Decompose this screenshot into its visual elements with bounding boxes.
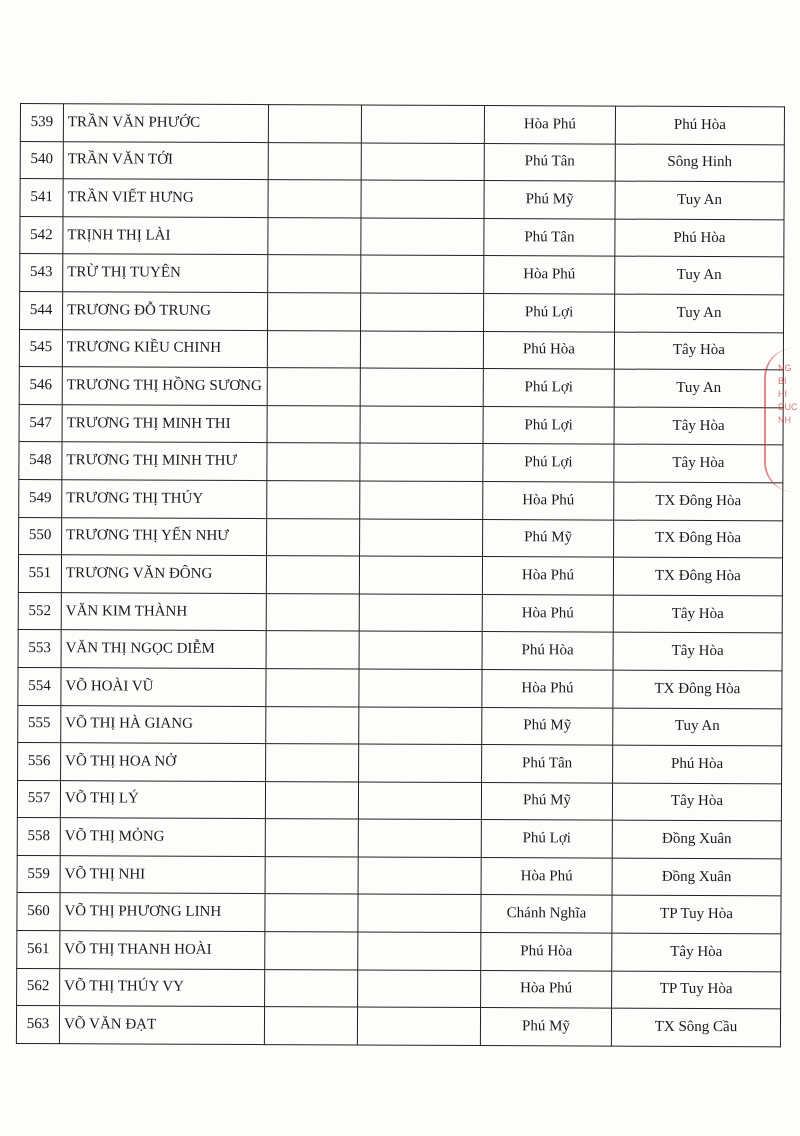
blank-cell bbox=[266, 668, 359, 706]
area-cell: Tuy An bbox=[615, 256, 784, 294]
row-number-cell: 542 bbox=[20, 216, 63, 254]
blank-cell bbox=[266, 744, 359, 782]
blank-cell bbox=[360, 368, 483, 406]
blank-cell bbox=[268, 105, 361, 143]
area-cell: TX Đông Hòa bbox=[614, 520, 783, 558]
blank-cell bbox=[267, 405, 360, 443]
unit-cell: Chánh Nghĩa bbox=[481, 895, 612, 933]
table-row bbox=[17, 855, 781, 896]
unit-cell: Phú Mỹ bbox=[482, 707, 613, 745]
unit-cell: Phú Tân bbox=[484, 143, 615, 181]
blank-cell bbox=[266, 631, 359, 669]
table-row bbox=[19, 517, 783, 558]
blank-cell bbox=[358, 782, 481, 820]
area-cell: TX Đông Hòa bbox=[613, 557, 782, 595]
full-name-cell: TRỪ THỊ TUYÊN bbox=[63, 254, 268, 292]
full-name-cell: VÕ THỊ NHI bbox=[60, 856, 265, 894]
row-number-cell: 546 bbox=[19, 367, 62, 405]
table-row bbox=[18, 743, 782, 784]
blank-cell bbox=[268, 255, 361, 293]
blank-cell bbox=[361, 105, 484, 143]
table-row bbox=[19, 442, 783, 483]
blank-cell bbox=[361, 218, 484, 256]
blank-cell bbox=[268, 180, 361, 218]
unit-cell: Phú Tân bbox=[482, 745, 613, 783]
area-cell: Tây Hòa bbox=[614, 332, 783, 370]
unit-cell: Phú Mỹ bbox=[484, 181, 615, 219]
blank-cell bbox=[267, 518, 360, 556]
row-number-cell: 562 bbox=[17, 968, 60, 1006]
blank-cell bbox=[265, 819, 358, 857]
unit-cell: Phú Lợi bbox=[481, 820, 612, 858]
full-name-cell: VÕ THỊ PHƯƠNG LINH bbox=[60, 893, 265, 931]
area-cell: Đồng Xuân bbox=[612, 858, 781, 896]
area-cell: Tuy An bbox=[614, 369, 783, 407]
area-cell: Tây Hòa bbox=[614, 407, 783, 445]
blank-cell bbox=[268, 293, 361, 331]
row-number-cell: 544 bbox=[20, 291, 63, 329]
unit-cell: Hòa Phú bbox=[484, 106, 615, 144]
table-row bbox=[18, 667, 782, 708]
area-cell: Phú Hòa bbox=[613, 745, 782, 783]
blank-cell bbox=[265, 781, 358, 819]
full-name-cell: TRƯƠNG THỊ MINH THƯ bbox=[62, 442, 267, 480]
unit-cell: Hòa Phú bbox=[484, 256, 615, 294]
area-cell: TX Đông Hòa bbox=[613, 670, 782, 708]
blank-cell bbox=[359, 744, 482, 782]
blank-cell bbox=[358, 857, 481, 895]
area-cell: Tuy An bbox=[615, 181, 784, 219]
blank-cell bbox=[360, 443, 483, 481]
roster-table bbox=[16, 103, 785, 1047]
full-name-cell: VÕ THỊ LÝ bbox=[60, 780, 265, 818]
blank-cell bbox=[360, 519, 483, 557]
table-row bbox=[20, 141, 784, 182]
blank-cell bbox=[267, 330, 360, 368]
blank-cell bbox=[361, 293, 484, 331]
blank-cell bbox=[360, 481, 483, 519]
full-name-cell: TRẦN VIẾT HƯNG bbox=[63, 179, 268, 217]
full-name-cell: VÕ THỊ HOA NỞ bbox=[61, 743, 266, 781]
row-number-cell: 558 bbox=[17, 818, 60, 856]
area-cell: TP Tuy Hòa bbox=[612, 971, 781, 1009]
full-name-cell: TRẦN VĂN PHƯỚC bbox=[63, 104, 268, 142]
row-number-cell: 555 bbox=[18, 705, 61, 743]
full-name-cell: TRỊNH THỊ LÀI bbox=[63, 216, 268, 254]
full-name-cell: TRƯƠNG THỊ THÚY bbox=[62, 480, 267, 518]
full-name-cell: VÕ THỊ THÚY VY bbox=[60, 968, 265, 1006]
unit-cell: Phú Hòa bbox=[482, 632, 613, 670]
blank-cell bbox=[359, 631, 482, 669]
unit-cell: Hòa Phú bbox=[482, 594, 613, 632]
row-number-cell: 554 bbox=[18, 667, 61, 705]
unit-cell: Phú Lợi bbox=[483, 444, 614, 482]
blank-cell bbox=[361, 143, 484, 181]
blank-cell bbox=[358, 894, 481, 932]
full-name-cell: VÕ THỊ HÀ GIANG bbox=[61, 705, 266, 743]
unit-cell: Hòa Phú bbox=[481, 857, 612, 895]
full-name-cell: TRƯƠNG KIỀU CHINH bbox=[62, 329, 267, 367]
area-cell: Phú Hòa bbox=[615, 219, 784, 257]
full-name-cell: VĂN THỊ NGỌC DIỄM bbox=[61, 630, 266, 668]
row-number-cell: 540 bbox=[20, 141, 63, 179]
blank-cell bbox=[359, 706, 482, 744]
row-number-cell: 543 bbox=[20, 254, 63, 292]
full-name-cell: TRƯƠNG THỊ YẾN NHƯ bbox=[62, 517, 267, 555]
blank-cell bbox=[265, 969, 358, 1007]
blank-cell bbox=[267, 443, 360, 481]
row-number-cell: 553 bbox=[18, 630, 61, 668]
blank-cell bbox=[268, 142, 361, 180]
table-row bbox=[18, 705, 782, 746]
blank-cell bbox=[359, 594, 482, 632]
table-row bbox=[18, 555, 782, 596]
row-number-cell: 559 bbox=[17, 855, 60, 893]
row-number-cell: 552 bbox=[18, 592, 61, 630]
blank-cell bbox=[360, 331, 483, 369]
area-cell: TX Đông Hòa bbox=[614, 482, 783, 520]
blank-cell bbox=[265, 856, 358, 894]
unit-cell: Phú Tân bbox=[484, 218, 615, 256]
unit-cell: Phú Hòa bbox=[481, 933, 612, 971]
full-name-cell: TRƯƠNG THỊ MINH THI bbox=[62, 404, 267, 442]
table-row bbox=[17, 931, 781, 972]
table-row bbox=[19, 479, 783, 520]
table-row bbox=[20, 104, 784, 145]
area-cell: Phú Hòa bbox=[615, 106, 784, 144]
table-row bbox=[18, 630, 782, 671]
area-cell: Tây Hòa bbox=[612, 933, 781, 971]
blank-cell bbox=[266, 593, 359, 631]
blank-cell bbox=[358, 970, 481, 1008]
unit-cell: Hòa Phú bbox=[482, 557, 613, 595]
table-row bbox=[19, 329, 783, 370]
blank-cell bbox=[359, 556, 482, 594]
area-cell: Tây Hòa bbox=[613, 632, 782, 670]
unit-cell: Phú Hòa bbox=[483, 331, 614, 369]
blank-cell bbox=[361, 255, 484, 293]
unit-cell: Phú Lợi bbox=[483, 369, 614, 407]
row-number-cell: 545 bbox=[19, 329, 62, 367]
area-cell: Tuy An bbox=[613, 708, 782, 746]
unit-cell: Phú Mỹ bbox=[480, 1008, 611, 1046]
full-name-cell: TRƯƠNG VĂN ĐÔNG bbox=[61, 555, 266, 593]
table-row bbox=[17, 968, 781, 1009]
table-row bbox=[20, 291, 784, 332]
area-cell: Đồng Xuân bbox=[612, 820, 781, 858]
row-number-cell: 547 bbox=[19, 404, 62, 442]
red-stamp-fragment: NG BI HI DUC NH bbox=[764, 348, 800, 492]
blank-cell bbox=[361, 180, 484, 218]
blank-cell bbox=[268, 217, 361, 255]
row-number-cell: 549 bbox=[19, 479, 62, 517]
row-number-cell: 550 bbox=[19, 517, 62, 555]
blank-cell bbox=[358, 819, 481, 857]
area-cell: Sông Hinh bbox=[615, 144, 784, 182]
unit-cell: Hòa Phú bbox=[482, 669, 613, 707]
row-number-cell: 539 bbox=[20, 104, 63, 142]
row-number-cell: 548 bbox=[19, 442, 62, 480]
blank-cell bbox=[357, 1007, 480, 1045]
table-row bbox=[19, 367, 783, 408]
blank-cell bbox=[360, 406, 483, 444]
roster-table-body bbox=[16, 104, 784, 1047]
blank-cell bbox=[267, 481, 360, 519]
area-cell: Tây Hòa bbox=[613, 595, 782, 633]
row-number-cell: 561 bbox=[17, 931, 60, 969]
blank-cell bbox=[267, 368, 360, 406]
unit-cell: Phú Lợi bbox=[484, 293, 615, 331]
area-cell: Tây Hòa bbox=[614, 444, 783, 482]
full-name-cell: VĂN KIM THÀNH bbox=[61, 592, 266, 630]
blank-cell bbox=[358, 932, 481, 970]
table-row bbox=[18, 592, 782, 633]
table-row bbox=[17, 780, 781, 821]
table-row bbox=[16, 1006, 780, 1047]
full-name-cell: VÕ HOÀI VŨ bbox=[61, 668, 266, 706]
row-number-cell: 557 bbox=[17, 780, 60, 818]
table-row bbox=[19, 404, 783, 445]
area-cell: Tuy An bbox=[615, 294, 784, 332]
unit-cell: Hòa Phú bbox=[481, 970, 612, 1008]
table-row bbox=[17, 818, 781, 859]
blank-cell bbox=[265, 932, 358, 970]
unit-cell: Hòa Phú bbox=[483, 481, 614, 519]
full-name-cell: TRƯƠNG ĐỖ TRUNG bbox=[63, 292, 268, 330]
blank-cell bbox=[359, 669, 482, 707]
full-name-cell: TRƯƠNG THỊ HỒNG SƯƠNG bbox=[62, 367, 267, 405]
row-number-cell: 551 bbox=[18, 555, 61, 593]
table-row bbox=[20, 254, 784, 295]
row-number-cell: 560 bbox=[17, 893, 60, 931]
blank-cell bbox=[264, 1007, 357, 1045]
area-cell: Tây Hòa bbox=[612, 783, 781, 821]
full-name-cell: VÕ THỊ THANH HOÀI bbox=[60, 931, 265, 969]
full-name-cell: VÕ THỊ MỎNG bbox=[60, 818, 265, 856]
blank-cell bbox=[265, 894, 358, 932]
blank-cell bbox=[266, 556, 359, 594]
unit-cell: Phú Mỹ bbox=[483, 519, 614, 557]
unit-cell: Phú Lợi bbox=[483, 406, 614, 444]
row-number-cell: 541 bbox=[20, 179, 63, 217]
table-row bbox=[17, 893, 781, 934]
full-name-cell: VÕ VĂN ĐẠT bbox=[59, 1006, 264, 1044]
blank-cell bbox=[266, 706, 359, 744]
area-cell: TP Tuy Hòa bbox=[612, 896, 781, 934]
table-row bbox=[20, 216, 784, 257]
full-name-cell: TRẦN VĂN TỚI bbox=[63, 141, 268, 179]
row-number-cell: 556 bbox=[18, 743, 61, 781]
row-number-cell: 563 bbox=[16, 1006, 59, 1044]
table-row bbox=[20, 179, 784, 220]
area-cell: TX Sông Cầu bbox=[611, 1008, 780, 1046]
unit-cell: Phú Mỹ bbox=[481, 782, 612, 820]
